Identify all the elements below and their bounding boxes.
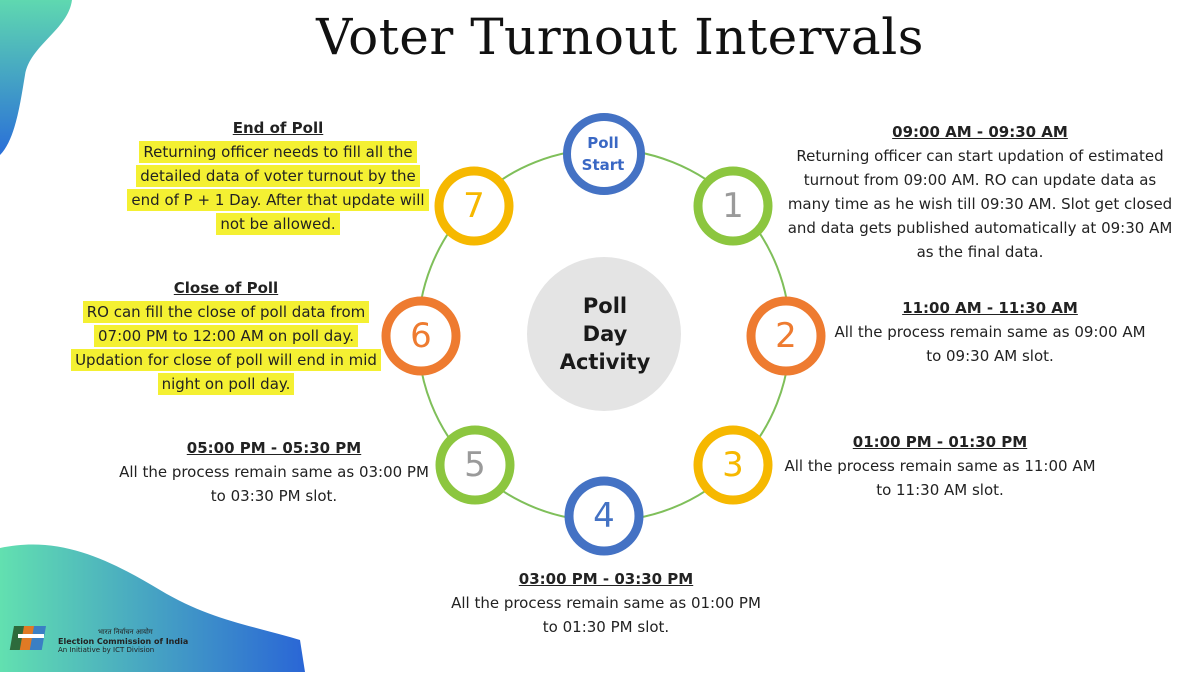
slot2-block: [820, 296, 1160, 368]
slot1-line: Returning officer can start updation of estimated: [796, 147, 1164, 165]
center-line3: Activity: [559, 350, 651, 374]
node-number-7: 7: [463, 186, 485, 226]
slot3-block: [770, 430, 1110, 502]
center-line1: Poll: [582, 294, 628, 318]
slot2-line: to 09:30 AM slot.: [926, 347, 1054, 365]
slot4-block: [436, 567, 776, 639]
node-number-2: 2: [775, 316, 797, 356]
slot5-block: [104, 436, 444, 508]
slot3-line: All the process remain same as 11:00 AM: [784, 457, 1096, 475]
slot5-line: to 03:30 PM slot.: [210, 487, 338, 505]
logo-org: Election Commission of India: [58, 637, 189, 646]
end-of-poll-block: [118, 116, 438, 236]
node-number-5: 5: [464, 445, 486, 485]
end-line: not be allowed.: [220, 215, 336, 233]
slot1-block: [780, 120, 1180, 264]
node-number-1: 1: [722, 186, 744, 226]
center-line2: Day: [582, 322, 628, 346]
poll-start-label: [568, 120, 638, 190]
logo-tagline: An Initiative by ICT Division: [58, 646, 155, 654]
logo-hindi: भारत निर्वाचन आयोग: [98, 628, 153, 636]
poll-start-line2: Start: [581, 156, 625, 174]
slot5-line: All the process remain same as 03:00 PM: [119, 463, 429, 481]
poll-start-line1: Poll: [587, 134, 619, 152]
slot1-heading: 09:00 AM - 09:30 AM: [892, 123, 1068, 141]
node-number-4: 4: [593, 496, 615, 536]
close-line: night on poll day.: [161, 375, 291, 393]
node-number-3: 3: [722, 445, 744, 485]
slot5-heading: 05:00 PM - 05:30 PM: [186, 439, 362, 457]
close-line: RO can fill the close of poll data from: [86, 303, 366, 321]
end-line: end of P + 1 Day. After that update will: [131, 191, 425, 209]
node-number-6: 6: [410, 316, 432, 356]
center-label: [530, 258, 680, 408]
slot1-line: and data gets published automatically at 09:30 AM: [787, 219, 1173, 237]
slot2-heading: 11:00 AM - 11:30 AM: [902, 299, 1078, 317]
page-title: Voter Turnout Intervals: [316, 8, 924, 66]
end-line: Returning officer needs to fill all the: [143, 143, 413, 161]
slot2-line: All the process remain same as 09:00 AM: [834, 323, 1146, 341]
eci-logo-mark: [10, 626, 46, 650]
slot1-line: turnout from 09:00 AM. RO can update data as: [803, 171, 1157, 189]
slot4-line: to 01:30 PM slot.: [542, 618, 670, 636]
slot3-line: to 11:30 AM slot.: [876, 481, 1004, 499]
end-heading: End of Poll: [232, 119, 324, 137]
close-line: 07:00 PM to 12:00 AM on poll day.: [97, 327, 355, 345]
slot1-line: as the final data.: [916, 243, 1044, 261]
end-line: detailed data of voter turnout by the: [140, 167, 416, 185]
slot1-line: many time as he wish till 09:30 AM. Slot get closed: [787, 195, 1173, 213]
slot3-heading: 01:00 PM - 01:30 PM: [852, 433, 1028, 451]
slot4-line: All the process remain same as 01:00 PM: [451, 594, 761, 612]
close-of-poll-block: [66, 276, 386, 396]
close-heading: Close of Poll: [173, 279, 279, 297]
close-line: Updation for close of poll will end in mid: [75, 351, 377, 369]
slot4-heading: 03:00 PM - 03:30 PM: [518, 570, 694, 588]
eci-logo-text: [58, 628, 188, 655]
